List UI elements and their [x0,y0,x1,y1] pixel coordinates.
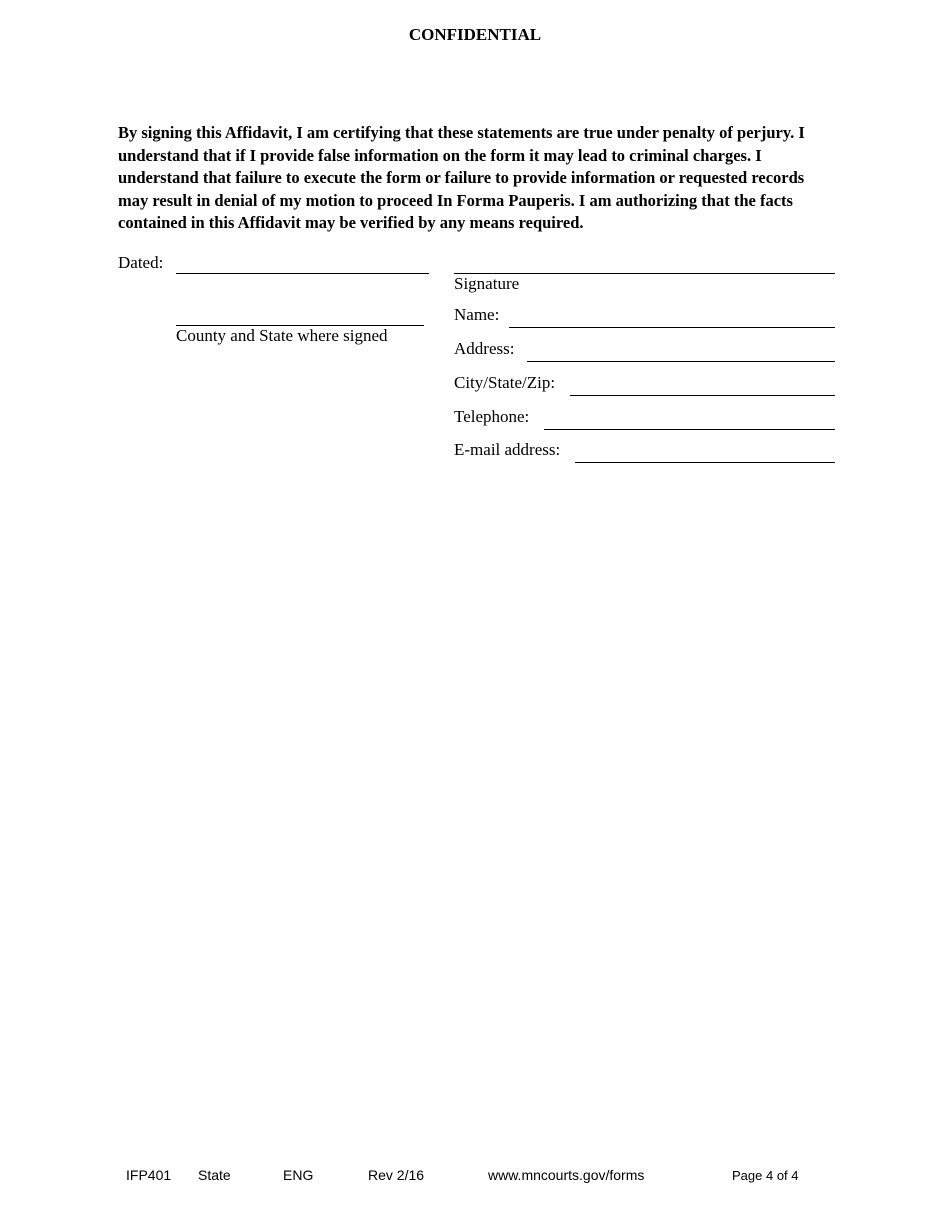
city-state-zip-line[interactable] [570,395,835,396]
footer-form-id: IFP401 [126,1167,172,1183]
city-state-zip-label: City/State/Zip: [454,373,556,392]
email-line[interactable] [575,462,835,463]
page-title: CONFIDENTIAL [408,25,542,44]
email-label: E-mail address: [454,440,561,459]
footer-website: www.mncourts.gov/forms [488,1167,645,1183]
certification-statement: By signing this Affidavit, I am certifying that these statements are true under penalty of perjury. I understand that if I provide false information on the form it may lead to criminal charges. I understand that failure to execute the form or failure to provide information or requested records may result in denial of my motion to proceed In Forma Pauperis. I am authorizing that the facts contained in this Affidavit may be verified by any means required. [118,123,805,232]
footer-page-number: Page 4 of 4 [732,1168,799,1183]
footer-jurisdiction: State [198,1167,231,1183]
address-label: Address: [454,339,515,358]
name-line[interactable] [509,327,835,328]
address-line[interactable] [527,361,835,362]
dated-label: Dated: [118,253,164,272]
footer-revision: Rev 2/16 [368,1167,425,1183]
telephone-line[interactable] [544,429,835,430]
dated-line[interactable] [176,273,429,274]
footer-language: ENG [283,1167,314,1183]
name-label: Name: [454,305,500,324]
county-state-label: County and State where signed [176,326,388,345]
signature-label: Signature [454,274,520,293]
telephone-label: Telephone: [454,407,530,426]
